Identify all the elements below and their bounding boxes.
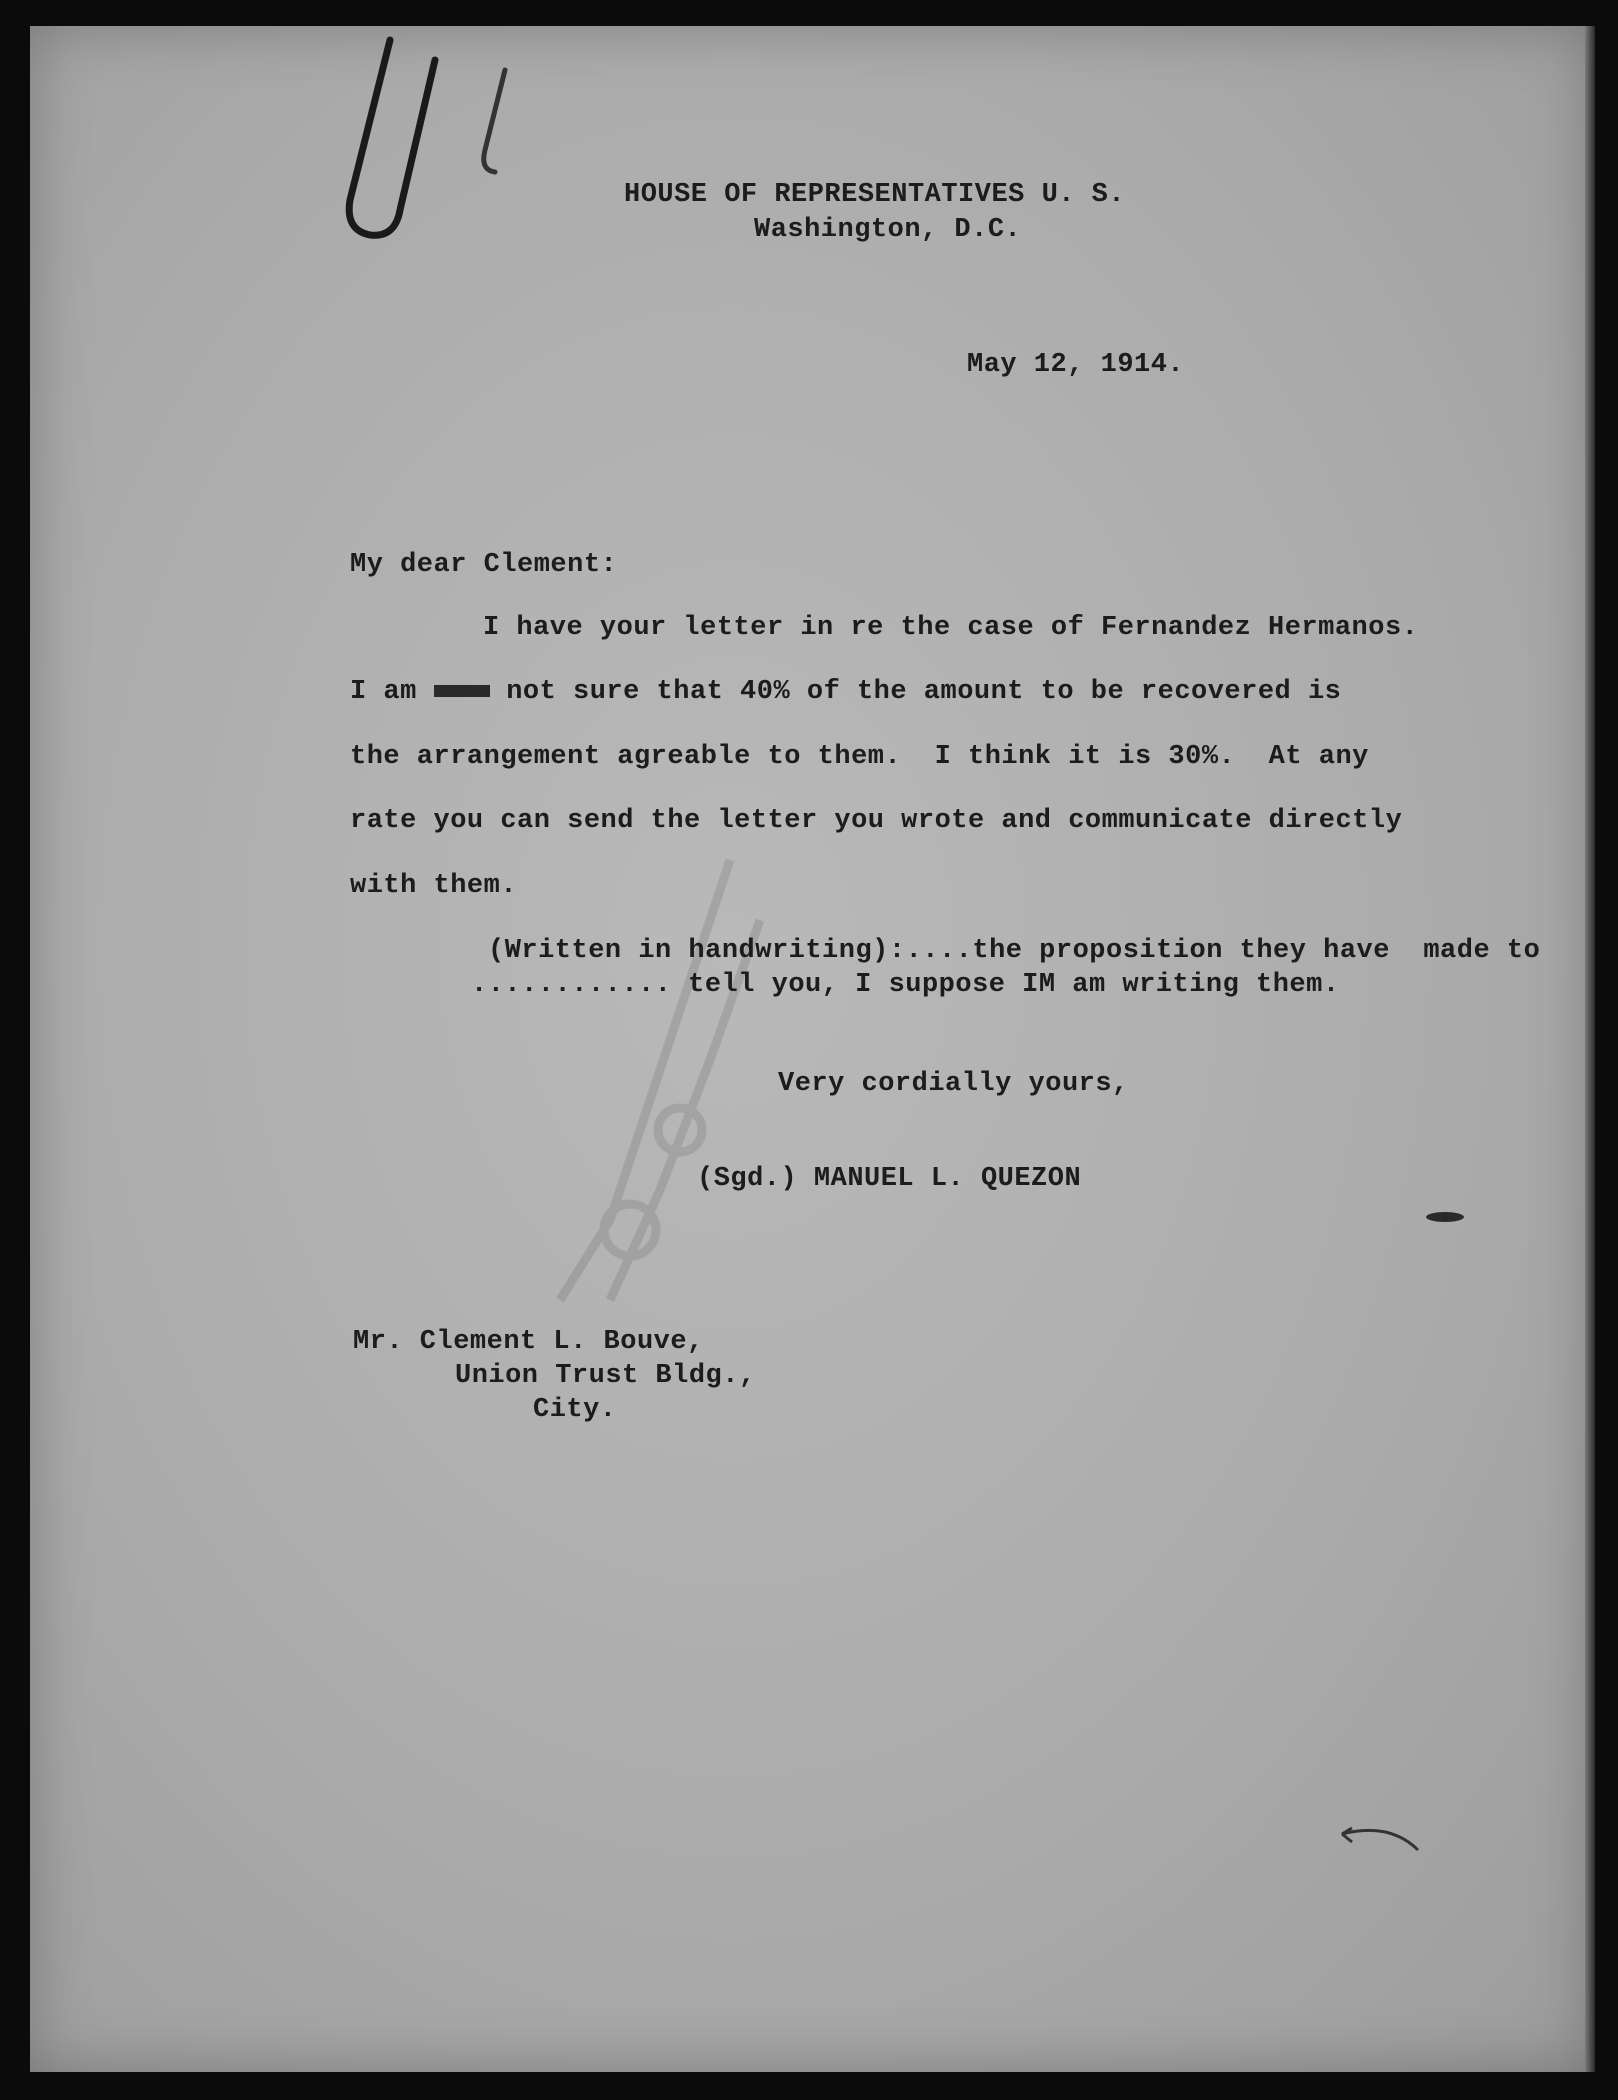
faded-stamp-watermark [520,800,840,1320]
body-line-5: with them. [350,871,518,901]
address-city: City. [533,1395,617,1425]
letterhead-title: HOUSE OF REPRESENTATIVES U. S. [624,180,1126,210]
address-building: Union Trust Bldg., [455,1361,756,1391]
closing: Very cordially yours, [778,1069,1129,1099]
paper-clip-icon [330,30,570,250]
typed-over-redaction [434,685,490,697]
body-line-2-end: not sure that 40% of the amount to be recovered is [506,677,1342,707]
salutation: My dear Clement: [350,550,618,580]
margin-mark [1330,1820,1420,1860]
ink-smudge [1425,1210,1465,1224]
page-edge [1585,26,1595,2072]
body-line-2 [350,677,1341,707]
body-line-4: rate you can send the letter you wrote and communicate directly [350,806,1403,836]
body-line-1: I have your letter in re the case of Fernandez Hermanos. [483,613,1419,643]
address-name: Mr. Clement L. Bouve, [353,1327,704,1357]
handwritten-note-line-2: ............ tell you, I suppose IM am writing them. [471,970,1340,1000]
letterhead-location: Washington, D.C. [754,215,1022,245]
handwritten-note-line-1: (Written in handwriting):....the proposition they have made to [488,936,1541,966]
body-line-3: the arrangement agreable to them. I think it is 30%. At any [350,742,1369,772]
letter-date: May 12, 1914. [967,350,1185,380]
body-line-2-start: I am [350,677,417,707]
signature-line: (Sgd.) MANUEL L. QUEZON [697,1164,1082,1194]
